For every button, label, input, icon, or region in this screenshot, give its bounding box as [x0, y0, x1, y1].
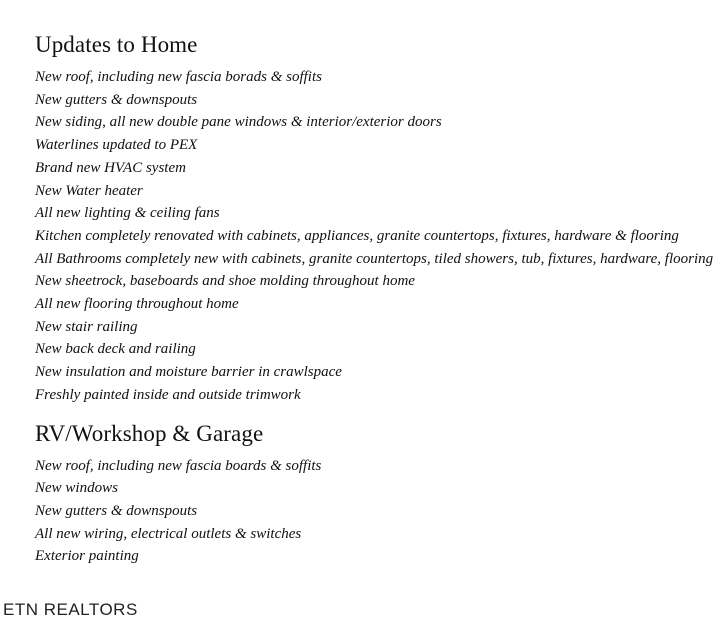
list-item: Kitchen completely renovated with cabinets, appliances, granite countertops, fixtures, hardware & flooring	[35, 227, 679, 244]
list-item: Brand new HVAC system	[35, 159, 186, 176]
list-item: New windows	[35, 480, 118, 497]
list-item: New gutters & downspouts	[35, 91, 198, 108]
list-item: New insulation and moisture barrier in crawlspace	[35, 364, 342, 381]
item-list	[35, 66, 714, 407]
list-item: All new flooring throughout home	[35, 296, 239, 313]
list-item: New sheetrock, baseboards and shoe molding throughout home	[35, 273, 415, 290]
list-item: All Bathrooms completely new with cabinets, granite countertops, tiled showers, tub, fixtures, hardware, flooring	[35, 250, 714, 267]
list-item: New roof, including new fascia boards & soffits	[35, 457, 322, 474]
list-item: All new wiring, electrical outlets & switches	[35, 525, 302, 542]
section-heading: RV/Workshop & Garage	[35, 420, 264, 446]
list-item: New roof, including new fascia borads & soffits	[35, 69, 322, 85]
section-updates-to-home	[35, 30, 714, 407]
list-item: New back deck and railing	[35, 341, 196, 358]
list-item: New gutters & downspouts	[35, 502, 198, 519]
list-item: All new lighting & ceiling fans	[35, 205, 220, 222]
brokerage-logo: ETN REALTORS	[3, 600, 138, 619]
list-item: Freshly painted inside and outside trimwork	[35, 386, 301, 403]
section-rv-workshop-garage	[35, 419, 705, 569]
list-item: New siding, all new double pane windows & interior/exterior doors	[35, 114, 442, 131]
item-list	[35, 455, 705, 569]
section-heading: Updates to Home	[35, 32, 198, 57]
list-item: New stair railing	[35, 318, 138, 335]
list-item: Waterlines updated to PEX	[35, 137, 198, 154]
document-body	[35, 30, 714, 568]
list-item: New Water heater	[35, 182, 143, 199]
list-item: Exterior painting	[35, 548, 139, 565]
